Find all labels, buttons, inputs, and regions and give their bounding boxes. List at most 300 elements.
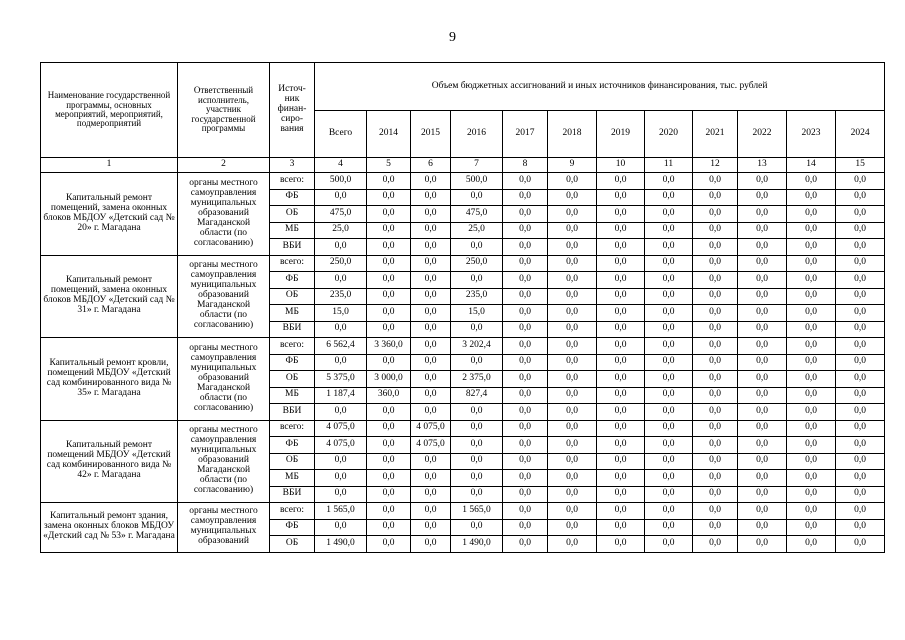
year-value: 0,0 [787,321,836,338]
year-value: 0,0 [787,453,836,470]
year-value: 0,0 [503,387,548,404]
year-value: 0,0 [693,453,738,470]
year-value: 0,0 [645,321,693,338]
year-value: 0,0 [693,189,738,206]
year-value: 0,0 [693,222,738,239]
year-value: 0,0 [548,173,597,190]
year-value: 0,0 [836,420,885,437]
year-value: 250,0 [451,255,503,272]
year-value: 0,0 [451,470,503,487]
year-value: 0,0 [693,470,738,487]
year-value: 0,0 [597,371,645,388]
year-value: 0,0 [645,305,693,322]
year-value: 0,0 [597,272,645,289]
year-value: 0,0 [451,404,503,421]
year-value: 0,0 [597,222,645,239]
year-value: 0,0 [787,239,836,256]
year-value: 0,0 [411,206,451,223]
year-value: 0,0 [787,404,836,421]
header-responsible: Ответственный исполнитель, участник государственной программы [178,63,270,158]
year-value: 0,0 [411,272,451,289]
funding-source: ОБ [270,536,315,553]
year-value: 0,0 [787,420,836,437]
total-value: 25,0 [315,222,367,239]
year-value: 0,0 [411,354,451,371]
year-value: 0,0 [503,404,548,421]
year-value: 0,0 [411,404,451,421]
funding-source: ОБ [270,288,315,305]
year-value: 0,0 [503,321,548,338]
total-value: 0,0 [315,272,367,289]
year-value: 0,0 [787,288,836,305]
year-value: 0,0 [411,222,451,239]
year-value: 0,0 [597,338,645,355]
year-value: 0,0 [548,404,597,421]
year-value: 0,0 [693,255,738,272]
year-value: 0,0 [738,239,787,256]
year-value: 0,0 [787,387,836,404]
year-value: 0,0 [738,189,787,206]
table-row [41,173,885,190]
year-value: 0,0 [548,354,597,371]
year-value: 0,0 [645,404,693,421]
year-value: 0,0 [738,536,787,553]
year-value: 0,0 [411,255,451,272]
year-value: 475,0 [451,206,503,223]
funding-source: ВБИ [270,239,315,256]
year-value: 0,0 [503,420,548,437]
year-value: 0,0 [367,206,411,223]
header-year: 2016 [451,111,503,158]
year-value: 0,0 [787,338,836,355]
total-value: 500,0 [315,173,367,190]
year-value: 0,0 [411,173,451,190]
year-value: 0,0 [787,519,836,536]
year-value: 0,0 [645,189,693,206]
year-value: 0,0 [597,305,645,322]
year-value: 0,0 [367,536,411,553]
year-value: 0,0 [548,519,597,536]
table-row [41,503,885,520]
funding-source: МБ [270,305,315,322]
column-number: 8 [503,158,548,173]
year-value: 0,0 [693,272,738,289]
year-value: 0,0 [503,371,548,388]
year-value: 0,0 [836,486,885,503]
year-value: 0,0 [503,354,548,371]
column-number: 15 [836,158,885,173]
year-value: 0,0 [411,519,451,536]
year-value: 0,0 [645,255,693,272]
header-year: 2020 [645,111,693,158]
year-value: 0,0 [451,321,503,338]
header-volume: Объем бюджетных ассигнований и иных источников финансирования, тыс. рублей [315,63,885,111]
column-number: 5 [367,158,411,173]
year-value: 0,0 [503,536,548,553]
year-value: 0,0 [738,387,787,404]
year-value: 0,0 [836,239,885,256]
header-year: 2023 [787,111,836,158]
year-value: 0,0 [597,404,645,421]
program-name: Капитальный ремонт кровли, помещений МБДОУ «Детский сад комбинированного вида № 35» г. Магадана [41,338,178,421]
responsible-executor: органы местного самоуправления муниципальных образований Магаданской области (по согласованию) [178,338,270,421]
year-value: 0,0 [836,338,885,355]
year-value: 0,0 [597,255,645,272]
header-total: Всего [315,111,367,158]
year-value: 0,0 [693,173,738,190]
total-value: 4 075,0 [315,420,367,437]
year-value: 0,0 [548,222,597,239]
program-name: Капитальный ремонт помещений МБДОУ «Детский сад комбинированного вида № 42» г. Магадана [41,420,178,503]
column-number: 14 [787,158,836,173]
year-value: 0,0 [548,453,597,470]
year-value: 0,0 [738,503,787,520]
year-value: 0,0 [548,206,597,223]
year-value: 0,0 [503,519,548,536]
year-value: 0,0 [787,173,836,190]
year-value: 0,0 [367,321,411,338]
year-value: 0,0 [451,437,503,454]
year-value: 0,0 [451,453,503,470]
total-value: 0,0 [315,321,367,338]
funding-source: всего: [270,173,315,190]
year-value: 0,0 [367,173,411,190]
year-value: 0,0 [367,255,411,272]
total-value: 0,0 [315,453,367,470]
year-value: 0,0 [738,437,787,454]
funding-source: всего: [270,255,315,272]
year-value: 0,0 [367,453,411,470]
year-value: 25,0 [451,222,503,239]
year-value: 0,0 [693,536,738,553]
year-value: 0,0 [503,288,548,305]
year-value: 0,0 [597,321,645,338]
year-value: 0,0 [548,536,597,553]
year-value: 0,0 [836,437,885,454]
program-name: Капитальный ремонт здания, замена оконных блоков МБДОУ «Детский сад № 53» г. Магадана [41,503,178,553]
year-value: 0,0 [645,338,693,355]
year-value: 0,0 [367,288,411,305]
year-value: 0,0 [693,503,738,520]
year-value: 0,0 [411,189,451,206]
year-value: 0,0 [836,305,885,322]
year-value: 0,0 [367,420,411,437]
year-value: 0,0 [645,503,693,520]
year-value: 0,0 [787,272,836,289]
year-value: 0,0 [597,189,645,206]
header-year: 2024 [836,111,885,158]
year-value: 0,0 [411,338,451,355]
program-name: Капитальный ремонт помещений, замена оконных блоков МБДОУ «Детский сад № 31» г. Магадана [41,255,178,338]
year-value: 0,0 [645,354,693,371]
year-value: 0,0 [411,536,451,553]
funding-source: МБ [270,470,315,487]
year-value: 0,0 [645,239,693,256]
year-value: 0,0 [787,305,836,322]
year-value: 0,0 [693,239,738,256]
year-value: 0,0 [693,288,738,305]
year-value: 0,0 [693,486,738,503]
header-year: 2021 [693,111,738,158]
year-value: 0,0 [738,206,787,223]
year-value: 0,0 [503,486,548,503]
funding-source: ФБ [270,272,315,289]
year-value: 0,0 [787,536,836,553]
year-value: 0,0 [738,321,787,338]
year-value: 0,0 [597,354,645,371]
column-number: 11 [645,158,693,173]
year-value: 0,0 [787,354,836,371]
year-value: 0,0 [836,354,885,371]
year-value: 1 490,0 [451,536,503,553]
year-value: 0,0 [597,437,645,454]
year-value: 0,0 [836,173,885,190]
year-value: 0,0 [411,470,451,487]
year-value: 0,0 [787,503,836,520]
header-year: 2014 [367,111,411,158]
year-value: 0,0 [411,288,451,305]
responsible-executor: органы местного самоуправления муниципальных образований Магаданской области (по согласованию) [178,420,270,503]
year-value: 4 075,0 [411,420,451,437]
funding-source: ОБ [270,371,315,388]
year-value: 0,0 [836,321,885,338]
funding-source: МБ [270,222,315,239]
year-value: 0,0 [645,222,693,239]
year-value: 0,0 [836,272,885,289]
year-value: 15,0 [451,305,503,322]
year-value: 0,0 [836,255,885,272]
year-value: 0,0 [787,206,836,223]
year-value: 0,0 [367,519,411,536]
total-value: 475,0 [315,206,367,223]
funding-source: ФБ [270,437,315,454]
year-value: 0,0 [548,189,597,206]
funding-source: ФБ [270,354,315,371]
year-value: 0,0 [411,371,451,388]
year-value: 0,0 [645,519,693,536]
year-value: 0,0 [548,470,597,487]
year-value: 0,0 [693,371,738,388]
year-value: 0,0 [411,305,451,322]
year-value: 0,0 [693,321,738,338]
year-value: 0,0 [367,305,411,322]
funding-source: всего: [270,503,315,520]
total-value: 6 562,4 [315,338,367,355]
year-value: 0,0 [503,437,548,454]
column-number: 2 [178,158,270,173]
total-value: 5 375,0 [315,371,367,388]
total-value: 0,0 [315,239,367,256]
year-value: 0,0 [548,503,597,520]
year-value: 0,0 [597,420,645,437]
page-number: 9 [449,30,456,45]
year-value: 0,0 [597,470,645,487]
year-value: 0,0 [451,519,503,536]
year-value: 0,0 [367,189,411,206]
year-value: 0,0 [503,173,548,190]
funding-source: МБ [270,387,315,404]
year-value: 0,0 [451,239,503,256]
year-value: 0,0 [645,272,693,289]
year-value: 0,0 [597,536,645,553]
funding-source: ВБИ [270,321,315,338]
year-value: 0,0 [451,189,503,206]
year-value: 0,0 [738,272,787,289]
responsible-executor: органы местного самоуправления муниципальных образований Магаданской области (по согласованию) [178,255,270,338]
year-value: 0,0 [503,222,548,239]
header-name: Наименование государственной программы, основных мероприятий, мероприятий, подмероприятий [41,63,178,158]
year-value: 0,0 [738,305,787,322]
year-value: 0,0 [367,272,411,289]
year-value: 0,0 [836,387,885,404]
funding-source: ФБ [270,519,315,536]
year-value: 0,0 [367,239,411,256]
year-value: 0,0 [548,239,597,256]
funding-source: ОБ [270,206,315,223]
header-year: 2019 [597,111,645,158]
year-value: 235,0 [451,288,503,305]
total-value: 0,0 [315,404,367,421]
year-value: 0,0 [645,536,693,553]
year-value: 0,0 [548,288,597,305]
total-value: 250,0 [315,255,367,272]
year-value: 827,4 [451,387,503,404]
total-value: 235,0 [315,288,367,305]
year-value: 0,0 [597,173,645,190]
year-value: 0,0 [411,486,451,503]
year-value: 0,0 [836,206,885,223]
column-number: 10 [597,158,645,173]
column-number: 6 [411,158,451,173]
year-value: 1 565,0 [451,503,503,520]
year-value: 0,0 [367,404,411,421]
year-value: 0,0 [503,338,548,355]
funding-source: всего: [270,420,315,437]
year-value: 0,0 [787,255,836,272]
year-value: 0,0 [548,321,597,338]
year-value: 2 375,0 [451,371,503,388]
year-value: 0,0 [787,437,836,454]
column-number: 1 [41,158,178,173]
year-value: 0,0 [548,305,597,322]
year-value: 0,0 [738,371,787,388]
program-name: Капитальный ремонт помещений, замена оконных блоков МБДОУ «Детский сад № 20» г. Магадана [41,173,178,256]
column-number: 9 [548,158,597,173]
total-value: 0,0 [315,519,367,536]
year-value: 0,0 [367,470,411,487]
year-value: 0,0 [738,453,787,470]
year-value: 0,0 [738,255,787,272]
year-value: 0,0 [836,371,885,388]
total-value: 0,0 [315,189,367,206]
year-value: 0,0 [597,206,645,223]
year-value: 0,0 [738,222,787,239]
funding-source: ОБ [270,453,315,470]
year-value: 0,0 [693,387,738,404]
table-row [41,338,885,355]
total-value: 4 075,0 [315,437,367,454]
total-value: 1 187,4 [315,387,367,404]
year-value: 0,0 [738,470,787,487]
total-value: 1 490,0 [315,536,367,553]
year-value: 0,0 [693,206,738,223]
total-value: 0,0 [315,470,367,487]
year-value: 0,0 [367,354,411,371]
year-value: 0,0 [645,288,693,305]
year-value: 0,0 [548,420,597,437]
year-value: 0,0 [836,189,885,206]
year-value: 360,0 [367,387,411,404]
funding-source: всего: [270,338,315,355]
year-value: 0,0 [645,173,693,190]
table-row [41,420,885,437]
year-value: 0,0 [597,486,645,503]
year-value: 0,0 [411,239,451,256]
total-value: 0,0 [315,354,367,371]
total-value: 1 565,0 [315,503,367,520]
funding-source: ФБ [270,189,315,206]
year-value: 0,0 [645,420,693,437]
year-value: 0,0 [451,486,503,503]
year-value: 0,0 [836,536,885,553]
year-value: 0,0 [645,371,693,388]
year-value: 0,0 [548,437,597,454]
column-number: 4 [315,158,367,173]
total-value: 0,0 [315,486,367,503]
year-value: 0,0 [645,387,693,404]
year-value: 0,0 [738,288,787,305]
year-value: 0,0 [548,387,597,404]
year-value: 0,0 [503,470,548,487]
year-value: 0,0 [738,354,787,371]
column-number: 13 [738,158,787,173]
year-value: 0,0 [411,387,451,404]
year-value: 0,0 [503,206,548,223]
year-value: 0,0 [836,470,885,487]
header-year: 2022 [738,111,787,158]
year-value: 0,0 [738,519,787,536]
year-value: 500,0 [451,173,503,190]
year-value: 0,0 [738,173,787,190]
year-value: 0,0 [411,321,451,338]
year-value: 0,0 [451,420,503,437]
year-value: 0,0 [503,255,548,272]
year-value: 0,0 [597,503,645,520]
year-value: 3 360,0 [367,338,411,355]
year-value: 0,0 [451,354,503,371]
year-value: 0,0 [693,519,738,536]
year-value: 0,0 [503,239,548,256]
year-value: 0,0 [787,486,836,503]
year-value: 0,0 [597,453,645,470]
year-value: 0,0 [738,338,787,355]
year-value: 0,0 [367,486,411,503]
year-value: 0,0 [645,470,693,487]
year-value: 0,0 [787,222,836,239]
year-value: 0,0 [693,305,738,322]
responsible-executor: органы местного самоуправления муниципальных образований Магаданской области (по согласованию) [178,173,270,256]
total-value: 15,0 [315,305,367,322]
year-value: 0,0 [411,503,451,520]
year-value: 0,0 [503,453,548,470]
year-value: 0,0 [503,189,548,206]
year-value: 0,0 [597,387,645,404]
year-value: 0,0 [693,404,738,421]
responsible-executor: органы местного самоуправления муниципальных образований [178,503,270,553]
funding-source: ВБИ [270,486,315,503]
year-value: 0,0 [503,305,548,322]
year-value: 0,0 [738,486,787,503]
